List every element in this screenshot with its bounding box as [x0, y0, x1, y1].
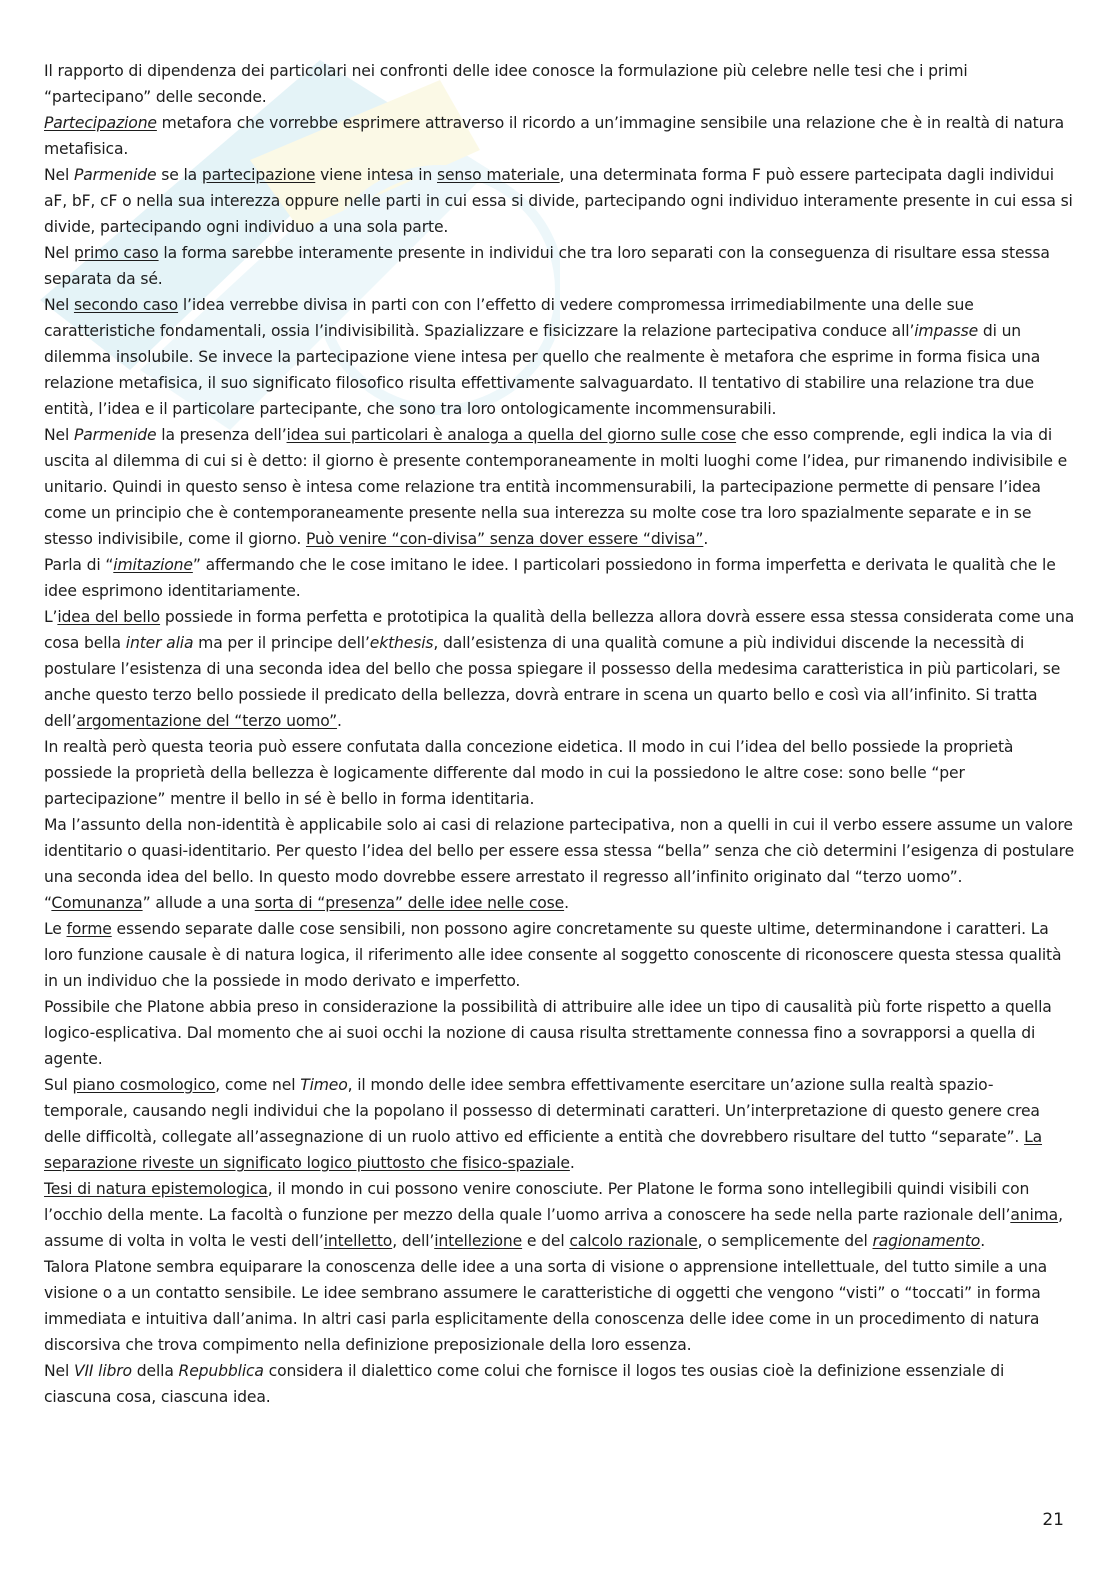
text-span: , o semplicemente del — [697, 1232, 873, 1250]
text-span: Nel — [44, 426, 74, 444]
text-span: . — [703, 530, 709, 548]
italic-text: Parmenide — [73, 426, 157, 444]
text-span: “ — [44, 894, 52, 912]
text-span: Sul — [44, 1076, 73, 1094]
text-span: possiede in forma perfetta e prototipica la qualità della bellezza allora dovrà essere essa stessa considerata come una cosa bella — [44, 608, 1075, 652]
underlined-text: sorta di “presenza” delle idee nelle cose — [254, 894, 565, 912]
paragraph — [44, 162, 1076, 240]
text-span: Talora Platone sembra equiparare la conoscenza delle idee a una sorta di visione o apprensione intellettuale, del tutto simile a una visione o a un contatto sensibile. Le idee sembrano assumere le caratteristiche di oggetti che vengono “visti” o “toccati” in forma immediata e intuitiva dall’anima. In altri casi parla esplicitamente della conoscenza delle idee come in un procedimento di natura discorsiva che trova compimento nella definizione preposizionale della loro essenza. — [44, 1258, 1048, 1354]
paragraph — [44, 734, 1076, 812]
underlined-text: calcolo razionale — [569, 1232, 698, 1250]
text-span: la presenza dell’ — [156, 426, 287, 444]
paragraph — [44, 994, 1076, 1072]
text-span: di un dilemma insolubile. Se invece la partecipazione viene intesa per quello che realmente è metafora che esprime in forma fisica una relazione metafisica, il suo significato filosofico risulta effettivamente salvaguardato. Il tentativo di stabilire una relazione tra due entità, l’idea e il particolare partecipante, che sono tra loro ontologicamente incommensurabili. — [44, 322, 1041, 418]
text-span: essendo separate dalle cose sensibili, non possono agire concretamente su queste ultime, determinandone i caratteri. La loro funzione causale è di natura logica, il riferimento alle idee consente al soggetto conoscente di riconoscere questa stessa qualità in un individuo che la possiede in modo derivato e imperfetto. — [44, 920, 1062, 990]
underlined-text: Tesi di natura epistemologica — [44, 1180, 268, 1198]
italic-text: VII libro — [73, 1362, 132, 1380]
text-span: Le — [44, 920, 67, 938]
underlined-text: forme — [66, 920, 112, 938]
text-span: . — [337, 712, 342, 730]
text-span: . — [569, 1154, 575, 1172]
paragraph — [44, 110, 1076, 162]
text-span: metafora che vorrebbe esprimere attraverso il ricordo a un’immagine sensibile una relazione che è in realtà di natura metafisica. — [44, 114, 1065, 158]
text-span: ” allude a una — [142, 894, 255, 912]
underlined-text: piano cosmologico — [72, 1076, 216, 1094]
italic-text: inter alia — [125, 634, 194, 652]
text-span: considera il dialettico come colui che fornisce il logos tes ousias cioè la definizione essenziale di ciascuna cosa, ciascuna idea. — [44, 1362, 1005, 1406]
underlined-text: imitazione — [113, 556, 193, 574]
text-span: Ma l’assunto della non-identità è applicabile solo ai casi di relazione partecipativa, non a quelli in cui il verbo essere assume un valore identitario o quasi-identitario. Per questo l’idea del bello per essere essa stessa “bella” senza che ciò determini l’esigenza di postulare una seconda idea del bello. In questo modo dovrebbe essere arrestato il regresso all’infinito originato dal “terzo uomo”. — [44, 816, 1075, 886]
underlined-text: secondo caso — [73, 296, 179, 314]
text-span: Nel — [44, 1362, 74, 1380]
paragraph — [44, 292, 1076, 422]
italic-text: impasse — [914, 322, 979, 340]
text-span: ” affermando che le cose imitano le idee. I particolari possiedono in forma imperfetta e derivata le qualità che le idee esprimono identitariamente. — [44, 556, 1056, 600]
text-span: e del — [522, 1232, 570, 1250]
text-span: In realtà però questa teoria può essere confutata dalla concezione eidetica. Il modo in cui l’idea del bello possiede la proprietà possiede la proprietà della bellezza è logicamente differente dal modo in cui la possiedono le altre cose: sono belle “per partecipazione” mentre il bello in sé è bello in forma identitaria. — [44, 738, 1014, 808]
document-body — [44, 58, 1076, 1410]
text-span: ma per il principe dell’ — [193, 634, 370, 652]
text-span: Nel — [44, 244, 74, 262]
text-span: . — [980, 1232, 985, 1250]
paragraph — [44, 890, 1076, 916]
underlined-text: Può venire “con-divisa” senza dover essere “divisa” — [306, 530, 704, 548]
text-span: , dell’ — [392, 1232, 435, 1250]
italic-text: Repubblica — [178, 1362, 264, 1380]
underlined-text: La separazione riveste un significato logico piuttosto che fisico-spaziale — [44, 1128, 1043, 1172]
text-span: della — [131, 1362, 179, 1380]
text-span: Parla di “ — [44, 556, 114, 574]
underlined-text: partecipazione — [201, 166, 316, 184]
paragraph — [44, 1358, 1076, 1410]
italic-text: ekthesis — [369, 634, 434, 652]
text-span: se la — [156, 166, 202, 184]
underlined-text: senso materiale — [437, 166, 560, 184]
text-span: viene intesa in — [315, 166, 438, 184]
underlined-text: primo caso — [73, 244, 159, 262]
underlined-text: anima — [1010, 1206, 1059, 1224]
text-span: Nel — [44, 296, 74, 314]
underlined-text: argomentazione del “terzo uomo” — [76, 712, 338, 730]
underlined-text: intelletto — [323, 1232, 393, 1250]
underlined-text: intellezione — [434, 1232, 523, 1250]
paragraph — [44, 604, 1076, 734]
paragraph — [44, 58, 1076, 110]
paragraph — [44, 422, 1076, 552]
italic-text: Timeo — [300, 1076, 348, 1094]
underlined-text: idea del bello — [57, 608, 161, 626]
paragraph — [44, 1254, 1076, 1358]
text-span: Il rapporto di dipendenza dei particolari nei confronti delle idee conosce la formulazione più celebre nelle tesi che i primi “partecipano” delle seconde. — [44, 62, 968, 106]
text-span: la forma sarebbe interamente presente in individui che tra loro separati con la conseguenza di risultare essa stessa separata da sé. — [44, 244, 1050, 288]
paragraph — [44, 552, 1076, 604]
text-span: che esso comprende, egli indica la via di uscita al dilemma di cui si è detto: il giorno è presente contemporaneamente in molti luoghi come l’idea, pur rimanendo indivisibile e unitario. Quindi in questo senso è intesa come relazione tra entità incommensurabili, la partecipazione permette di pensare l’idea come un principio che è contemporaneamente presente nella sua interezza su molte cose tra loro spazialmente separate e in se stesso indivisibile, come il giorno. — [44, 426, 1068, 548]
page-number: 21 — [1042, 1510, 1064, 1530]
text-span: L’ — [44, 608, 58, 626]
text-span: Nel — [44, 166, 74, 184]
paragraph — [44, 240, 1076, 292]
text-span: . — [564, 894, 569, 912]
text-span: , dall’esistenza di una qualità comune a più individui discende la necessità di postulare l’esistenza di una seconda idea del bello che possa spiegare il possesso della medesima caratteristica in più particolari, se anche questo terzo bello possiede il predicato della bellezza, dovrà entrare in scena un quarto bello e così via all’infinito. Si tratta dell’ — [44, 634, 1061, 730]
text-span: Possibile che Platone abbia preso in considerazione la possibilità di attribuire alle idee un tipo di causalità più forte rispetto a quella logico-esplicativa. Dal momento che ai suoi occhi la nozione di causa risulta strettamente connessa fino a sovrapporsi a quella di agente. — [44, 998, 1052, 1068]
underlined-text: ragionamento — [872, 1232, 981, 1250]
text-span: , assume di volta in volta le vesti dell’ — [44, 1206, 1063, 1250]
text-span: , una determinata forma F può essere partecipata dagli individui aF, bF, cF o nella sua interezza oppure nelle parti in cui essa si divide, partecipando ogni individuo interamente presente in cui essa si divide, partecipando ogni individuo a una sola parte. — [44, 166, 1073, 236]
underlined-text: Comunanza — [51, 894, 143, 912]
paragraph — [44, 1176, 1076, 1254]
underlined-text: idea sui particolari è analoga a quella del giorno sulle cose — [286, 426, 737, 444]
text-span: , come nel — [215, 1076, 301, 1094]
paragraph — [44, 812, 1076, 890]
text-span: , il mondo in cui possono venire conosciute. Per Platone le forma sono intellegibili quindi visibili con l’occhio della mente. La facoltà o funzione per mezzo della quale l’uomo arriva a conoscere ha sede nella parte razionale dell’ — [44, 1180, 1030, 1224]
paragraph — [44, 1072, 1076, 1176]
text-span: l’idea verrebbe divisa in parti con con l’effetto di vedere compromessa irrimediabilmente una delle sue caratteristiche fondamentali, ossia l’indivisibilità. Spazializzare e fisicizzare la relazione partecipativa conduce all’ — [44, 296, 974, 340]
text-span: , il mondo delle idee sembra effettivamente esercitare un’azione sulla realtà spazio-temporale, causando negli individui che la popolano il possesso di determinati caratteri. Un’interpretazione di questo genere crea delle difficoltà, collegate all’assegnazione di un ruolo attivo ed efficiente a entità che dovrebbero risultare del tutto “separate”. — [44, 1076, 1040, 1146]
italic-text: Parmenide — [73, 166, 157, 184]
underlined-text: Partecipazione — [44, 114, 157, 132]
paragraph — [44, 916, 1076, 994]
